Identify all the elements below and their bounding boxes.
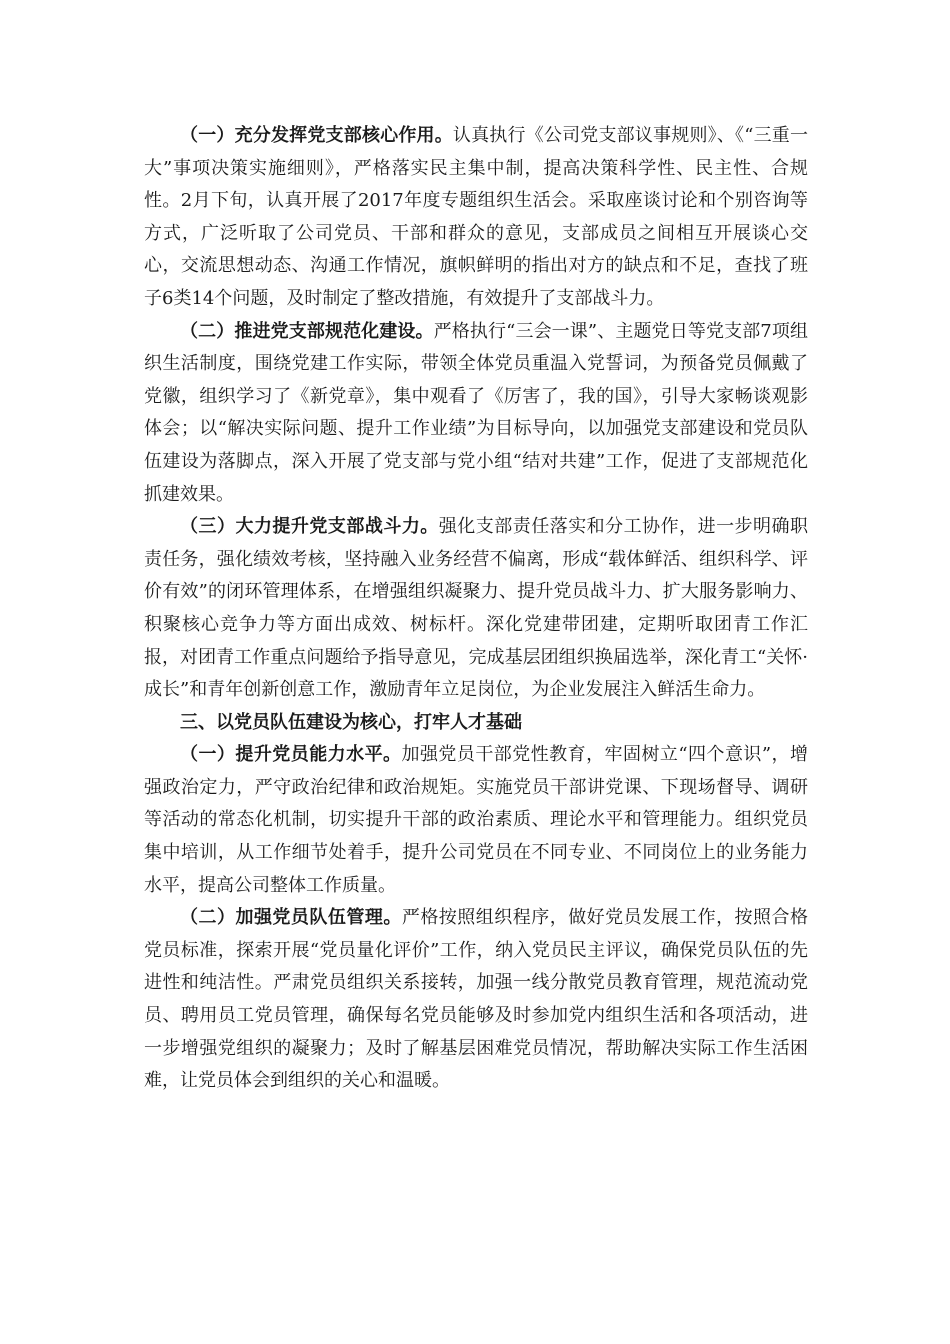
paragraph-body: 强化支部责任落实和分工协作，进一步明确职责任务，强化绩效考核，坚持融入业务经营不偏离，形成“载体鲜活、组织科学、评价有效”的闭环管理体系，在增强组织凝聚力、提升党员战斗力、扩大服务影响力、积聚核心竞争力等方面出成效、树标杆。深化党建带团建，定期听取团青工作汇报，对团青工作重点问题给予指导意见，完成基层团组织换届选举，深化青工“关怀·成长”和青年创新创意工作，激励青年立足岗位，为企业发展注入鲜活生命力。 [144,516,809,701]
paragraph-lead: （二）推进党支部规范化建设。 [180,320,434,342]
paragraph-2 [144,316,808,512]
paragraph-lead: （二）加强党员队伍管理。 [180,907,402,929]
paragraph-5 [144,902,808,1098]
paragraph-body: 严格按照组织程序，做好党员发展工作，按照合格党员标准，探索开展“党员量化评价”工作，纳入党员民主评议，确保党员队伍的先进性和纯洁性。严肃党员组织关系接转，加强一线分散党员教育管理，规范流动党员、聘用员工党员管理，确保每名党员能够及时参加党内组织生活和各项活动，进一步增强党组织的凝聚力；及时了解基层困难党员情况，帮助解决实际工作生活困难，让党员体会到组织的关心和温暖。 [144,907,809,1092]
section-heading: 三、以党员队伍建设为核心，打牢人才基础 [180,711,522,733]
paragraph-body: 加强党员干部党性教育，牢固树立“四个意识”，增强政治定力，严守政治纪律和政治规矩。实施党员干部讲党课、下现场督导、调研等活动的常态化机制，切实提升干部的政治素质、理论水平和管理能力。组织党员集中培训，从工作细节处着手，提升公司党员在不同专业、不同岗位上的业务能力水平，提高公司整体工作质量。 [144,744,809,896]
paragraph-lead: （三）大力提升党支部战斗力。 [180,516,439,538]
paragraph-lead: （一）提升党员能力水平。 [180,744,402,766]
document-body [144,120,808,1098]
paragraph-lead: （一）充分发挥党支部核心作用。 [180,125,453,146]
paragraph-1 [144,120,808,316]
paragraph-3 [144,511,808,707]
paragraph-body: 认真执行《公司党支部议事规则》、《“三重一大”事项决策实施细则》，严格落实民主集中制，提高决策科学性、民主性、合规性。2月下旬，认真开展了2017年度专题组织生活会。采取座谈讨论和个别咨询等方式，广泛听取了公司党员、干部和群众的意见，支部成员之间相互开展谈心交心，交流思想动态、沟通工作情况，旗帜鲜明的指出对方的缺点和不足，查找了班子6类14个问题，及时制定了整改措施，有效提升了支部战斗力。 [144,125,809,309]
paragraph-body: 严格执行“三会一课”、主题党日等党支部7项组织生活制度，围绕党建工作实际，带领全体党员重温入党誓词，为预备党员佩戴了党徽，组织学习了《新党章》，集中观看了《厉害了，我的国》，引导大家畅谈观影体会；以“解决实际问题、提升工作业绩”为目标导向，以加强党支部建设和党员队伍建设为落脚点，深入开展了党支部与党小组“结对共建”工作，促进了支部规范化抓建效果。 [144,320,808,505]
paragraph-4 [144,739,808,902]
